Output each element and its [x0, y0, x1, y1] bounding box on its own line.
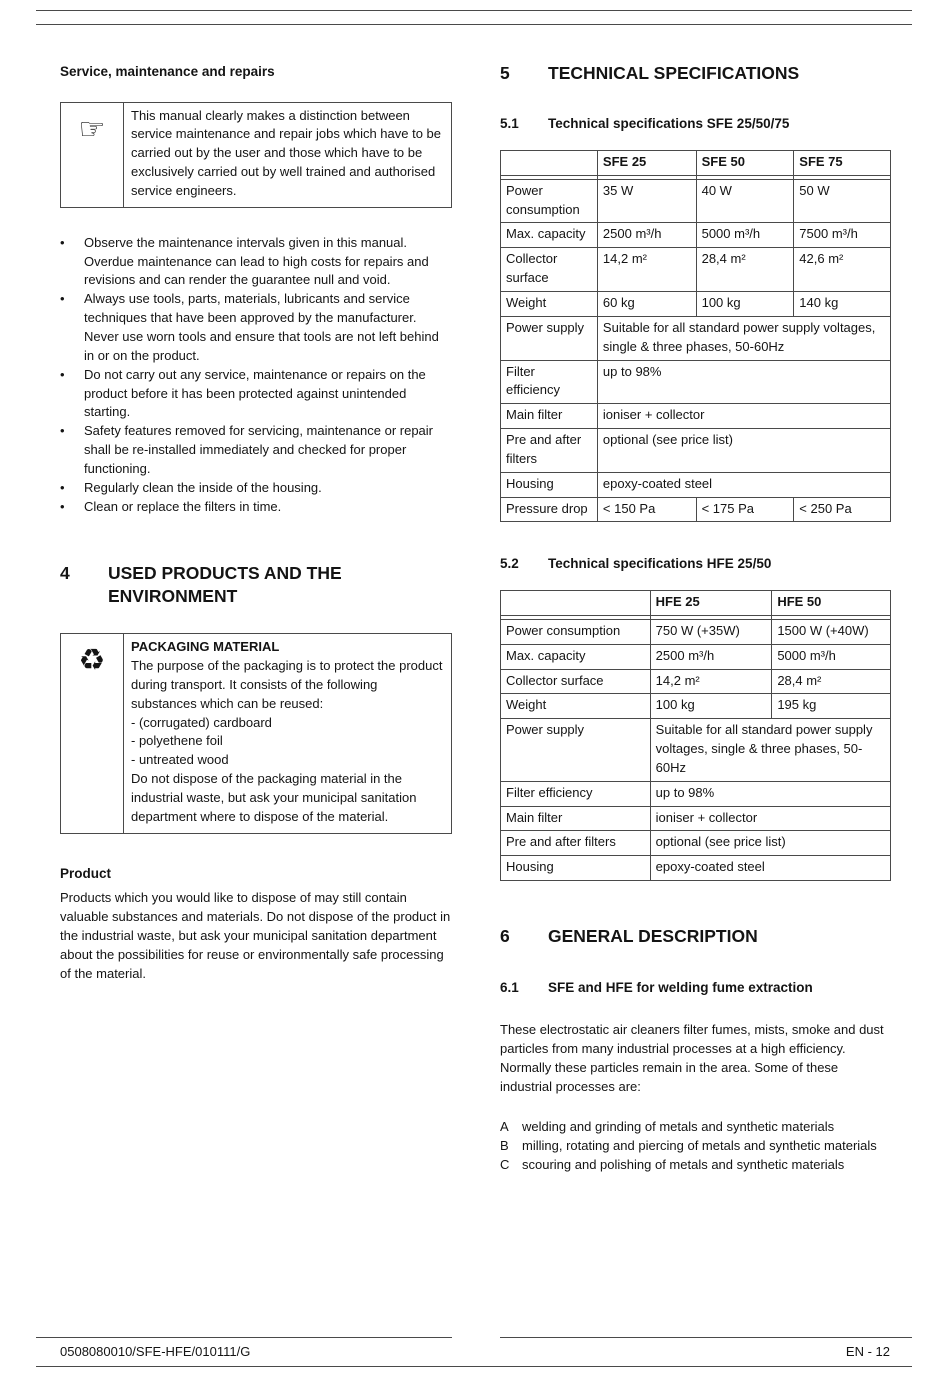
list-item — [60, 498, 452, 517]
table-row — [501, 223, 891, 248]
section-title: SFE and HFE for welding fume extraction — [548, 979, 813, 995]
list-item — [500, 1137, 891, 1156]
cell-value: up to 98% — [650, 781, 890, 806]
table-header-row — [501, 591, 891, 616]
table-row — [501, 292, 891, 317]
section-number: 6.1 — [500, 979, 519, 995]
product-paragraph: Products which you would like to dispose of may still contain valuable substances and materials. Do not dispose of the product in the industrial waste, but ask your municipal sanitation department about the possibilities for reuse or environmentally safe processing of the material. — [60, 890, 451, 981]
cell-value: 2500 m³/h — [597, 223, 696, 248]
row-label: Weight — [501, 292, 598, 317]
bullet-text: • Regularly clean the inside of the housing. — [84, 479, 322, 495]
section-title: TECHNICAL SPECIFICATIONS — [548, 63, 800, 83]
footer-page-number: EN - 12 — [845, 1344, 890, 1359]
row-label: Weight — [501, 694, 651, 719]
column-header: SFE 50 — [696, 150, 794, 175]
row-label: Main filter — [501, 404, 598, 429]
row-label: Collector surface — [501, 248, 598, 292]
bullet-text: • Observe the maintenance intervals given in this manual. Overdue maintenance can lead to high costs for repairs and revisions and can render the guarantee null and void. — [84, 234, 429, 288]
hfe-spec-table — [500, 590, 891, 881]
column-header: HFE 25 — [650, 591, 772, 616]
cell-value: 28,4 m² — [696, 248, 794, 292]
table-row — [501, 694, 891, 719]
cell-value: 40 W — [696, 179, 794, 223]
list-item — [60, 422, 452, 479]
table-row — [501, 669, 891, 694]
row-label: Power consumption — [501, 179, 598, 223]
bullet-text: • Clean or replace the filters in time. — [84, 498, 282, 514]
table-row — [501, 831, 891, 856]
cell-value: < 175 Pa — [696, 497, 794, 522]
service-heading: Service, maintenance and repairs — [60, 64, 275, 79]
table-row — [501, 719, 891, 782]
cell-value: 14,2 m² — [597, 248, 696, 292]
row-label: Pre and after filters — [501, 831, 651, 856]
product-heading: Product — [60, 865, 112, 881]
list-item — [500, 1156, 891, 1175]
list-text: milling, rotating and piercing of metals and synthetic materials — [522, 1138, 877, 1154]
bullet-text: • Do not carry out any service, maintenance or repairs on the product before it has been protected against unintended starting. — [84, 366, 426, 420]
sfe-spec-table — [500, 150, 891, 523]
cell-value: 100 kg — [650, 694, 772, 719]
table-header-row — [501, 150, 891, 175]
row-label: Max. capacity — [501, 644, 651, 669]
section-number: 6 — [500, 926, 510, 947]
cell-value: 2500 m³/h — [650, 644, 772, 669]
packaging-text: Do not dispose of the packaging material in the industrial waste, but ask your municipal sanitation department where to dispose of the material. — [131, 771, 417, 824]
list-marker: C — [500, 1157, 510, 1173]
section-5-heading — [500, 62, 891, 84]
list-item — [60, 479, 452, 498]
packaging-box-body — [124, 634, 451, 832]
list-text: welding and grinding of metals and synthetic materials — [522, 1119, 835, 1135]
cell-value: Suitable for all standard power supply voltages, single & three phases, 50-60Hz — [597, 316, 890, 360]
top-rule-2 — [36, 24, 912, 25]
section-title: USED PRODUCTS AND THE ENVIRONMENT — [108, 563, 342, 606]
cell-value: optional (see price list) — [597, 429, 890, 473]
cell-value: 50 W — [794, 179, 891, 223]
packaging-list-item: - untreated wood — [131, 752, 229, 768]
table-row — [501, 644, 891, 669]
row-label: Power supply — [501, 719, 651, 782]
cell-value: ioniser + collector — [650, 806, 890, 831]
row-label: Housing — [501, 856, 651, 881]
row-label: Pressure drop — [501, 497, 598, 522]
cell-value: 140 kg — [794, 292, 891, 317]
row-label: Main filter — [501, 806, 651, 831]
right-column — [500, 62, 891, 1175]
service-note-box — [60, 102, 452, 208]
row-label: Pre and after filters — [501, 429, 598, 473]
section-6-1-heading — [500, 978, 891, 998]
footer-rule-right — [500, 1337, 912, 1338]
section-title: Technical specifications SFE 25/50/75 — [548, 116, 790, 132]
cell-value: < 250 Pa — [794, 497, 891, 522]
cell-value: ioniser + collector — [597, 404, 890, 429]
service-note-text: This manual clearly makes a distinction between service maintenance and repair jobs which have to be carried out by the user and those which have to be exclusively carried out by well trained and authorised service engineers. — [131, 107, 442, 198]
column-header: SFE 75 — [794, 150, 891, 175]
table-row — [501, 179, 891, 223]
cell-value: 5000 m³/h — [696, 223, 794, 248]
section-number: 5 — [500, 63, 510, 83]
row-label: Filter efficiency — [501, 781, 651, 806]
list-marker: B — [500, 1138, 509, 1154]
list-item — [500, 1118, 891, 1137]
row-label: Power consumption — [501, 619, 651, 644]
table-row — [501, 781, 891, 806]
cell-value: 5000 m³/h — [772, 644, 891, 669]
column-header: SFE 25 — [597, 150, 696, 175]
cell-value: 195 kg — [772, 694, 891, 719]
list-item — [60, 234, 452, 291]
maintenance-bullet-list — [60, 234, 452, 517]
process-list — [500, 1118, 891, 1175]
table-row — [501, 619, 891, 644]
cell-value: optional (see price list) — [650, 831, 890, 856]
row-label: Filter efficiency — [501, 360, 598, 404]
cell-value: Suitable for all standard power supply voltages, single & three phases, 50-60Hz — [650, 719, 890, 782]
cell-value: 28,4 m² — [772, 669, 891, 694]
table-row — [501, 429, 891, 473]
cell-value: 7500 m³/h — [794, 223, 891, 248]
row-label: Max. capacity — [501, 223, 598, 248]
table-row — [501, 248, 891, 292]
row-label: Housing — [501, 472, 598, 497]
section-5-1-heading — [500, 114, 891, 134]
packaging-list-item: - (corrugated) cardboard — [131, 714, 272, 730]
section-5-2-heading — [500, 554, 891, 574]
top-rule-1 — [36, 10, 912, 11]
table-row — [501, 404, 891, 429]
cell-value: epoxy-coated steel — [597, 472, 890, 497]
bullet-text: • Safety features removed for servicing, maintenance or repair shall be re-installed immediately and checked for proper functioning. — [84, 423, 434, 476]
cell-value: 1500 W (+40W) — [772, 619, 891, 644]
section-title: GENERAL DESCRIPTION — [548, 926, 758, 947]
general-description-paragraph: These electrostatic air cleaners filter fumes, mists, smoke and dust particles from many industrial processes at a high efficiency. Normally these particles remain in the area. Some of these industrial processes are: — [500, 1022, 884, 1094]
packaging-text: The purpose of the packaging is to protect the product during transport. It consists of the following substances which can be reused: — [131, 658, 443, 711]
bullet-text: • Always use tools, parts, materials, lubricants and service techniques that have been approved by the manufacturer. Never use worn tools and ensure that tools are not left behind in or on the product. — [84, 291, 439, 363]
cell-value: 42,6 m² — [794, 248, 891, 292]
recycle-icon: ♻ — [61, 634, 124, 832]
table-row — [501, 360, 891, 404]
cell-value: epoxy-coated steel — [650, 856, 890, 881]
cell-value: 100 kg — [696, 292, 794, 317]
section-title: Technical specifications HFE 25/50 — [548, 556, 772, 572]
pointing-hand-icon: ☞ — [61, 103, 124, 207]
cell-value: 60 kg — [597, 292, 696, 317]
left-column — [60, 62, 452, 983]
cell-value: < 150 Pa — [597, 497, 696, 522]
list-item — [60, 290, 452, 365]
packaging-list-item: - polyethene foil — [131, 733, 223, 749]
bottom-rule — [36, 1366, 912, 1367]
table-row — [501, 806, 891, 831]
column-header: HFE 50 — [772, 591, 891, 616]
footer-document-code: 0508080010/SFE-HFE/010111/G — [60, 1344, 251, 1359]
section-number: 5.2 — [500, 556, 519, 572]
row-label: Power supply — [501, 316, 598, 360]
cell-value: 14,2 m² — [650, 669, 772, 694]
packaging-material-box — [60, 633, 452, 833]
corner-cell — [501, 591, 651, 616]
row-label: Collector surface — [501, 669, 651, 694]
table-row — [501, 472, 891, 497]
packaging-title: PACKAGING MATERIAL — [131, 639, 280, 655]
table-row — [501, 497, 891, 522]
table-row — [501, 316, 891, 360]
corner-cell — [501, 150, 598, 175]
section-number: 4 — [60, 563, 70, 584]
section-6-heading — [500, 925, 891, 947]
list-text: scouring and polishing of metals and synthetic materials — [522, 1157, 845, 1173]
list-item — [60, 366, 452, 423]
cell-value: up to 98% — [597, 360, 890, 404]
table-row — [501, 856, 891, 881]
footer-rule-left — [36, 1337, 452, 1338]
cell-value: 750 W (+35W) — [650, 619, 772, 644]
list-marker: A — [500, 1119, 509, 1135]
cell-value: 35 W — [597, 179, 696, 223]
section-4-heading — [60, 562, 452, 607]
section-number: 5.1 — [500, 116, 519, 132]
